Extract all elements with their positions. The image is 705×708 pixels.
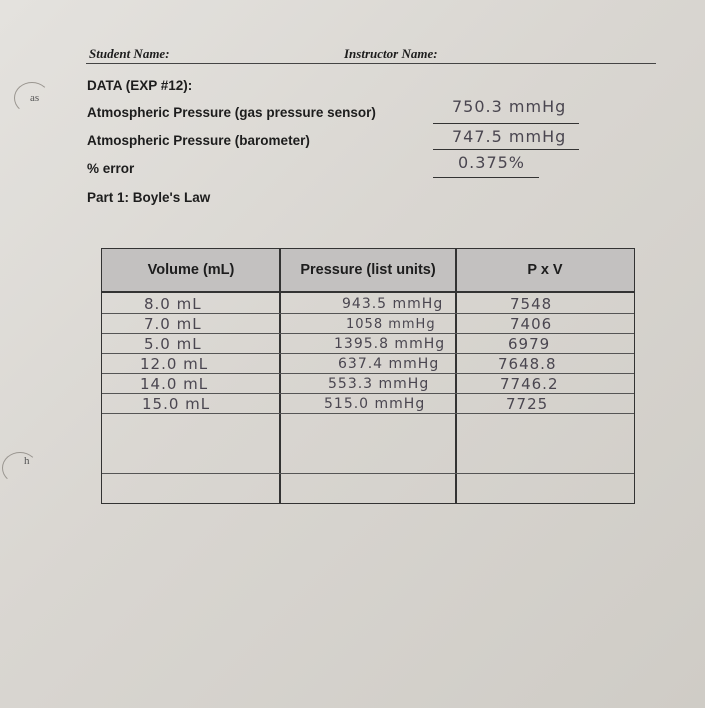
table-cell-volume: 12.0 mL (140, 355, 209, 373)
atm-pressure-sensor-value: 750.3 mmHg (452, 97, 567, 116)
header-pressure: Pressure (list units) (280, 249, 456, 293)
header-volume: Volume (mL) (102, 249, 280, 293)
percent-error-label: % error (87, 161, 135, 176)
table-cell-pv: 7406 (510, 315, 553, 333)
table-cell-pressure: 943.5 mmHg (342, 296, 444, 312)
atm-pressure-barometer-line (433, 149, 579, 150)
part1-title: Part 1: Boyle's Law (87, 190, 211, 205)
atm-pressure-sensor-line (433, 123, 579, 124)
table-cell-pressure: 637.4 mmHg (338, 356, 440, 372)
table-cell-volume: 14.0 mL (140, 375, 209, 393)
header-pv: P x V (456, 249, 634, 293)
student-name-label: Student Name: (89, 46, 170, 61)
table-cell-pv: 6979 (508, 335, 551, 353)
column-divider-1 (279, 249, 281, 503)
percent-error-line (433, 177, 539, 178)
table-cell-pv: 7746.2 (500, 375, 559, 393)
table-cell-volume: 15.0 mL (142, 395, 211, 413)
table-cell-pressure: 1058 mmHg (346, 317, 436, 332)
boyles-law-table (101, 248, 635, 504)
table-cell-pressure: 515.0 mmHg (324, 396, 426, 412)
table-cell-pressure: 553.3 mmHg (328, 376, 430, 392)
margin-mark-bottom: h (24, 455, 30, 467)
row-divider (102, 473, 634, 474)
column-divider-2 (455, 249, 457, 503)
table-cell-pv: 7548 (510, 295, 553, 313)
atm-pressure-barometer-label: Atmospheric Pressure (barometer) (87, 133, 310, 148)
header-rule (86, 63, 656, 64)
atm-pressure-sensor-label: Atmospheric Pressure (gas pressure sensor) (87, 105, 376, 120)
data-heading: DATA (EXP #12): (87, 78, 193, 93)
table-cell-pressure: 1395.8 mmHg (334, 336, 446, 352)
margin-mark-top: as (30, 92, 40, 104)
instructor-name-label: Instructor Name: (344, 46, 438, 61)
atm-pressure-barometer-value: 747.5 mmHg (452, 127, 567, 146)
percent-error-value: 0.375% (458, 153, 526, 172)
table-cell-volume: 7.0 mL (144, 315, 202, 333)
table-cell-pv: 7648.8 (498, 355, 557, 373)
table-cell-volume: 8.0 mL (144, 295, 202, 313)
binder-hole-bottom (2, 452, 38, 484)
table-cell-pv: 7725 (506, 395, 549, 413)
table-cell-volume: 5.0 mL (144, 335, 202, 353)
